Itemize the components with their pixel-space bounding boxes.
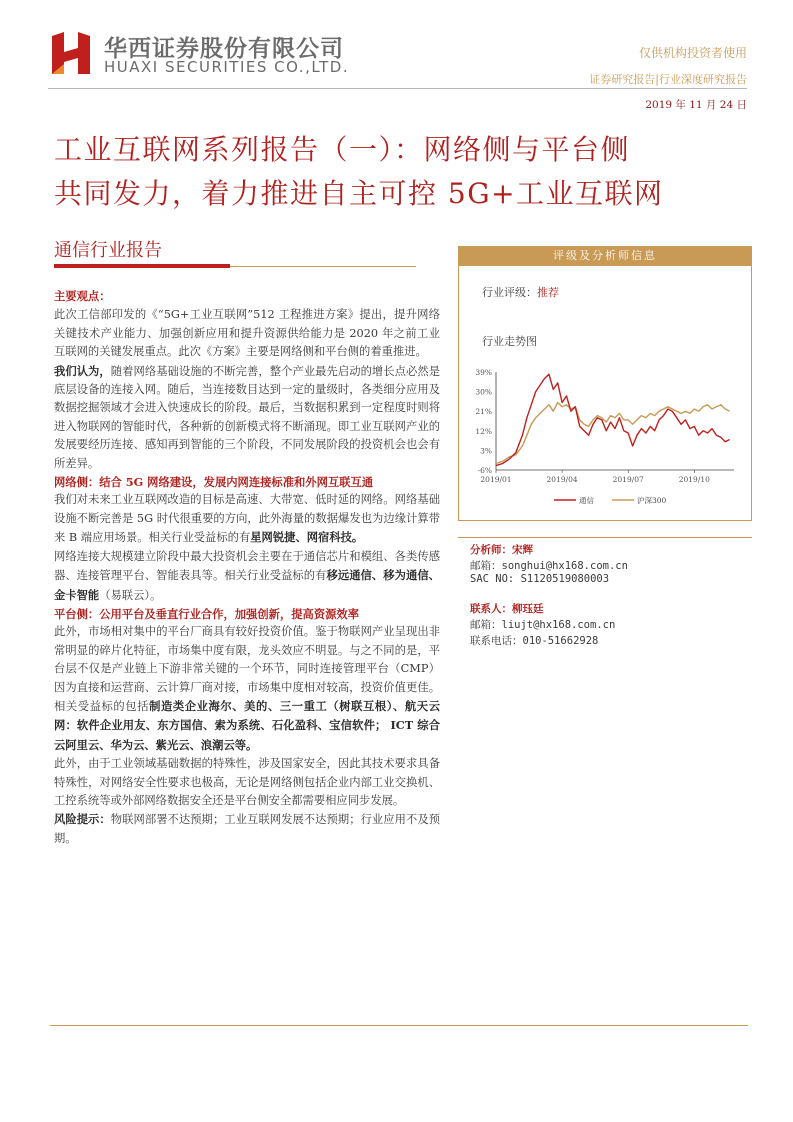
- report-type: 证券研究报告|行业深度研究报告: [589, 73, 747, 86]
- series-line-csi300: [496, 403, 730, 464]
- paragraph-4-text: 网络连接大规模建立阶段中最大投资机会主要在于通信芯片和模组、各类传感器、连接管理平台、智能表具等。相关行业受益标的有: [54, 549, 440, 583]
- y-tick-label: 30%: [475, 387, 492, 397]
- analyst-divider: [458, 537, 752, 538]
- main-points-label: 主要观点：: [54, 289, 111, 303]
- company-name-cn: 华西证券股份有限公司: [104, 36, 344, 62]
- section-underline-gold: [230, 266, 416, 267]
- contact-phone: 010-51662928: [522, 635, 599, 647]
- report-title-line2: 共同发力，着力推进自主可控 5G+工业互联网: [54, 177, 664, 210]
- paragraph-4-bold: 移远通信、移为通信、金卡智能: [54, 568, 440, 602]
- paragraph-1: 此次工信部印发的《“5G+工业互联网”512 工程推进方案》提出，提升网络关键技术产业能力、加强创新应用和提升资源供给能力是 2020 年之前工业互联网的关键发展重点。此次《方案》主要是网络侧和平台侧的着重推进。: [54, 308, 440, 359]
- contact-phone-label: 联系电话：: [470, 635, 523, 647]
- x-tick-label: 2019/04: [546, 475, 578, 484]
- legend-label: 沪深300: [637, 496, 667, 505]
- analyst-email-row: [470, 558, 628, 573]
- paragraph-2-lead: 我们认为，: [54, 363, 111, 378]
- analyst-email-label: 邮箱：: [470, 560, 502, 572]
- y-tick-label: 39%: [475, 368, 492, 377]
- y-tick-label: 21%: [475, 407, 492, 417]
- industry-rating: [482, 284, 559, 300]
- paragraph-4-tail: （易联云）。: [99, 588, 162, 602]
- footer-divider: [50, 1025, 748, 1026]
- contact-name: 联系人：柳珏廷: [470, 603, 544, 615]
- paragraph-3: [54, 491, 440, 547]
- panel-header: 评级及分析师信息: [458, 246, 752, 266]
- report-title-line1: 工业互联网系列报告（一）：网络侧与平台侧: [54, 133, 631, 166]
- y-tick-label: 12%: [475, 426, 492, 436]
- risk-paragraph: [54, 810, 440, 848]
- paragraph-5-bold: 制造类企业海尔、美的、三一重工（树联互根）、航天云网：软件企业用友、东方国信、索为系统、石化盈科、宝信软件； ICT 综合云阿里云、华为云、紫光云、浪潮云等。: [54, 698, 440, 752]
- paragraph-6: 此外，由于工业领域基础数据的特殊性，涉及国家安全，因此其技术要求具备特殊性，对网络安全性要求也极高，无论是网络侧包括企业内部工业交换机、工控系统等或外部网络数据安全还是平台侧安全都需要相应同步发展。: [54, 757, 440, 807]
- paragraph-3-text: 我们对未来工业互联网改造的目标是高速、大带宽、低时延的网络。网络基础设施不断完善是 5G 时代很重要的方向，此外海量的数据爆发也为边缘计算带来 B 端应用场景。相关行业受益标的有: [54, 493, 440, 545]
- company-logo: [48, 30, 96, 76]
- analyst-email: songhui@hx168.com.cn: [501, 560, 628, 572]
- report-date: 2019 年 11 月 24 日: [645, 99, 747, 111]
- trend-chart-title: 行业走势图: [482, 335, 537, 348]
- risk-label: 风险提示：: [54, 812, 111, 827]
- report-title: [54, 128, 744, 216]
- y-tick-label: -6%: [477, 466, 492, 475]
- contact-email-row: [470, 617, 615, 632]
- analyst-sac: SAC NO: S1120519080003: [470, 573, 610, 585]
- trend-chart: [462, 362, 748, 512]
- risk-text: 物联网部署不达预期；工业互联网发展不达预期；行业应用不及预期。: [54, 813, 440, 845]
- contact-phone-row: [470, 633, 598, 648]
- x-tick-label: 2019/10: [678, 475, 710, 484]
- series-line-telecom: [496, 374, 730, 465]
- huaxi-logo-icon: [48, 30, 96, 76]
- section-underline-red: [54, 264, 230, 268]
- section-title: 通信行业报告: [54, 240, 162, 261]
- analyst-name: 分析师：宋辉: [470, 544, 533, 556]
- paragraph-4: [54, 548, 440, 605]
- rating-label: 行业评级：: [482, 286, 537, 299]
- paragraph-3-bold: 星网锐捷、网宿科技。: [250, 530, 364, 545]
- contact-email: liujt@hx168.com.cn: [501, 619, 616, 631]
- heading-network-side: 网络侧：结合 5G 网络建设，发展内网连接标准和外网互联互通: [54, 475, 374, 490]
- paragraph-2: [54, 362, 440, 473]
- audience-note: 仅供机构投资者使用: [638, 46, 747, 60]
- rating-value: 推荐: [537, 286, 559, 299]
- contact-email-label: 邮箱：: [470, 619, 502, 631]
- paragraph-5-text: 此外，市场相对集中的平台厂商具有较好投资价值。鉴于物联网产业呈现出非常明显的碎片化特征，市场集中度有限，龙头效应不明显。与之不同的是，平台层不仅是产业链上下游非常关键的一个环节，同时连接管理平台（CMP）因为直接和运营商、云计算厂商对接，市场集中度相对较高，投资价值更佳。相关受益标的包括: [54, 625, 440, 713]
- y-tick-label: 3%: [480, 446, 492, 456]
- x-tick-label: 2019/01: [480, 475, 512, 484]
- paragraph-2-text: 随着网络基础设施的不断完善，整个产业最先启动的增长点必然是底层设备的连接入网。随后，当连接数目达到一定的量级时，各类细分应用及数据挖掘领域才会进入快速成长的阶段。最后，当数据积累到一定程度时则将进入物联网的智能时代，各种新的创新模式将不断涌现。即工业互联网产业的发展要经历连接、感知再到智能的三个阶段，不同发展阶段的投资机会也会有所差异。: [54, 364, 440, 470]
- company-name-en: HUAXI SECURITIES CO.,LTD.: [104, 58, 350, 76]
- header-divider: [48, 88, 747, 89]
- x-tick-label: 2019/07: [612, 475, 644, 484]
- main-body: [54, 287, 440, 848]
- heading-platform-side: 平台侧：公用平台及垂直行业合作，加强创新，提高资源效率: [54, 606, 360, 621]
- paragraph-5: [54, 623, 440, 755]
- legend-label: 通信: [579, 496, 594, 505]
